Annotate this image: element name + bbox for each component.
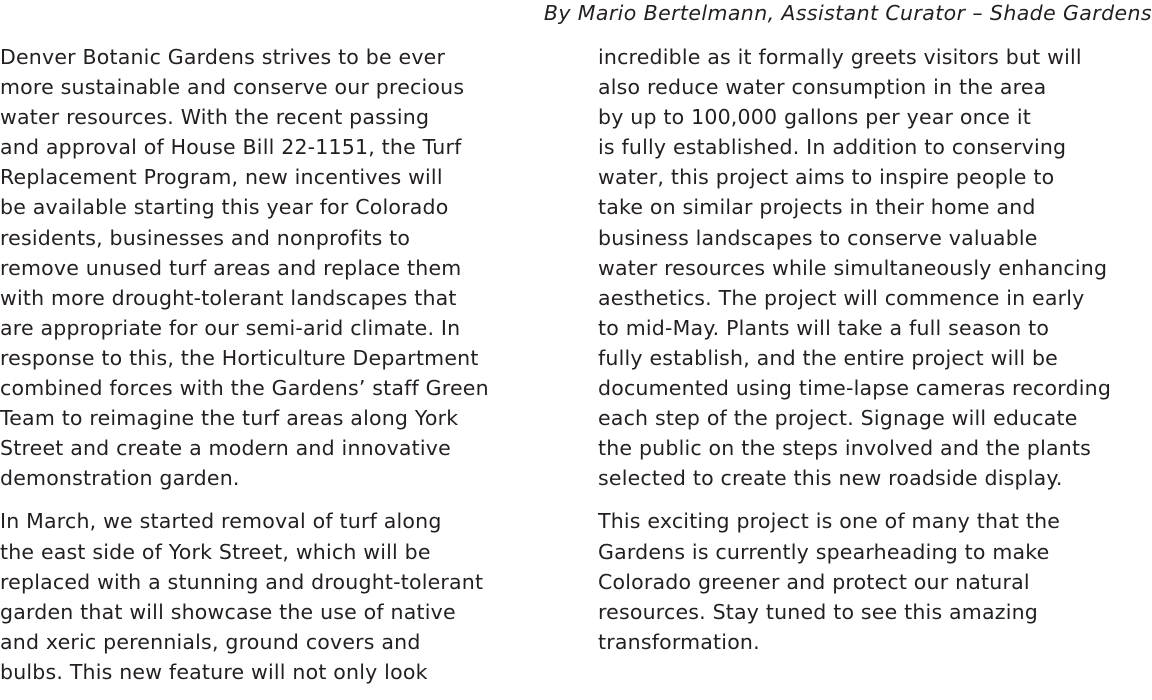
article-paragraph	[0, 42, 545, 493]
text-line: combined forces with the Gardens’ staff Green	[0, 376, 489, 401]
text-line: transformation.	[598, 629, 760, 654]
text-line: Street and create a modern and innovative	[0, 436, 451, 461]
text-line: be available starting this year for Colorado	[0, 195, 449, 220]
text-line: residents, businesses and nonprofits to	[0, 225, 411, 250]
text-line: In March, we started removal of turf along	[0, 509, 442, 534]
text-line: bulbs. This new feature will not only look	[0, 659, 428, 684]
text-line: more sustainable and conserve our precious	[0, 75, 465, 100]
text-line: each step of the project. Signage will educate	[598, 406, 1078, 431]
text-line: take on similar projects in their home and	[598, 195, 1036, 220]
text-line: business landscapes to conserve valuable	[598, 225, 1038, 250]
article-paragraph	[598, 506, 1152, 656]
text-line: Replacement Program, new incentives will	[0, 165, 443, 190]
text-line: also reduce water consumption in the area	[598, 75, 1047, 100]
text-line: documented using time-lapse cameras recording	[598, 376, 1112, 401]
text-line: water resources. With the recent passing	[0, 105, 430, 130]
article-column-right	[598, 42, 1152, 670]
text-line: resources. Stay tuned to see this amazing	[598, 599, 1039, 624]
text-line: Team to reimagine the turf areas along York	[0, 406, 459, 431]
text-line: the public on the steps involved and the plants	[598, 436, 1092, 461]
text-line: fully establish, and the entire project will be	[598, 345, 1058, 370]
text-line: response to this, the Horticulture Department	[0, 345, 479, 370]
text-line: demonstration garden.	[0, 466, 240, 491]
text-line: Gardens is currently spearheading to make	[598, 539, 1050, 564]
text-line: water resources while simultaneously enhancing	[598, 255, 1108, 280]
article-paragraph	[598, 42, 1152, 493]
text-line: This exciting project is one of many that the	[598, 509, 1061, 534]
text-line: by up to 100,000 gallons per year once it	[598, 105, 1031, 130]
text-line: with more drought-tolerant landscapes that	[0, 285, 457, 310]
text-line: are appropriate for our semi-arid climate. In	[0, 315, 461, 340]
text-line: the east side of York Street, which will be	[0, 539, 431, 564]
text-line: remove unused turf areas and replace them	[0, 255, 462, 280]
text-line: water, this project aims to inspire people to	[598, 165, 1055, 190]
text-line: Denver Botanic Gardens strives to be ever	[0, 45, 446, 69]
author-byline: By Mario Bertelmann, Assistant Curator – Shade Gardens	[543, 1, 1152, 25]
text-line: and xeric perennials, ground covers and	[0, 629, 421, 654]
article-paragraph	[0, 506, 545, 687]
text-line: replaced with a stunning and drought-tolerant	[0, 569, 484, 594]
text-line: selected to create this new roadside display.	[598, 466, 1063, 491]
text-line: Colorado greener and protect our natural	[598, 569, 1030, 594]
text-line: aesthetics. The project will commence in early	[598, 285, 1085, 310]
text-line: is fully established. In addition to conserving	[598, 135, 1067, 160]
text-line: and approval of House Bill 22-1151, the Turf	[0, 135, 462, 160]
text-line: incredible as it formally greets visitors but will	[598, 45, 1082, 69]
article-column-left	[0, 42, 545, 700]
text-line: to mid-May. Plants will take a full season to	[598, 315, 1050, 340]
text-line: garden that will showcase the use of native	[0, 599, 456, 624]
